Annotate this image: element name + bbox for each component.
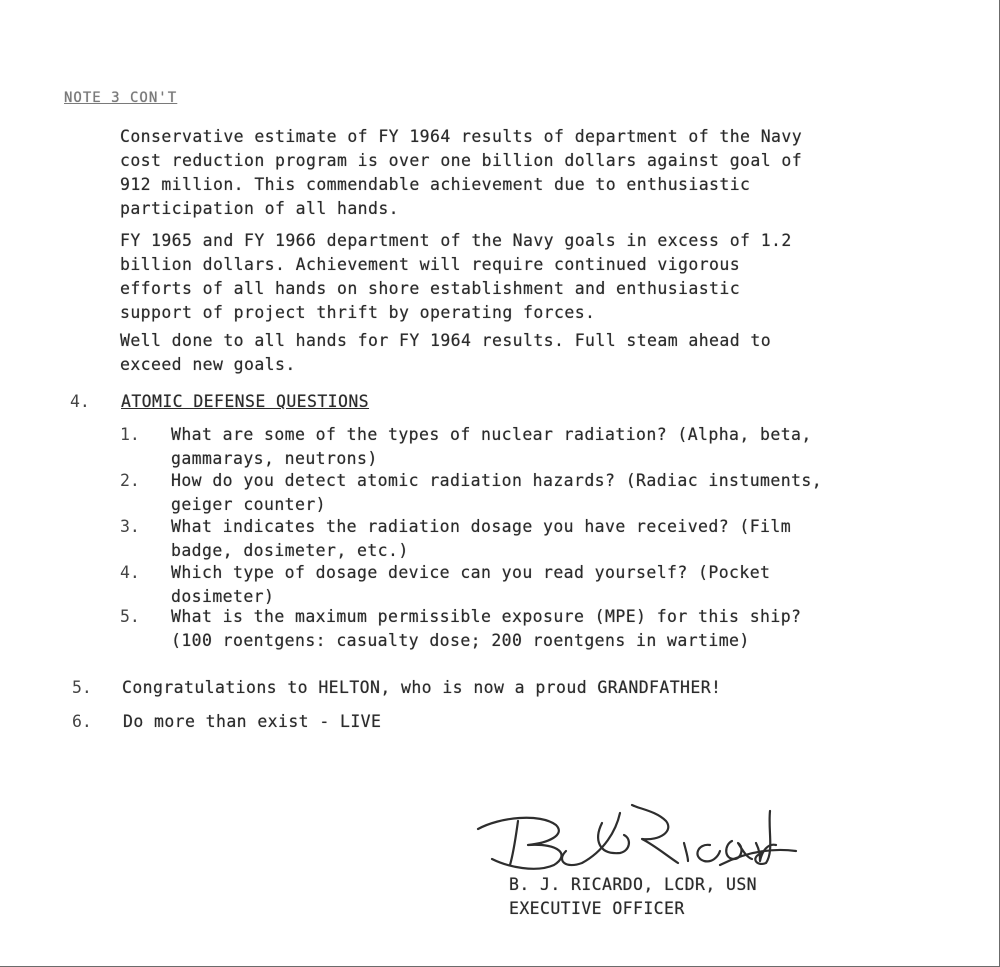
paragraph-well-done xyxy=(120,329,771,377)
question-line: What indicates the radiation dosage you have received? (Film xyxy=(171,517,792,536)
question-text xyxy=(171,469,822,517)
section-number: 4. xyxy=(70,392,90,411)
paragraph-future-goals xyxy=(120,229,792,325)
paragraph-line: exceed new goals. xyxy=(120,355,296,374)
question-line: dosimeter) xyxy=(171,587,275,606)
question-text xyxy=(171,605,801,653)
section-number: 5. xyxy=(72,678,92,697)
question-line: What are some of the types of nuclear radiation? (Alpha, beta, xyxy=(171,425,812,444)
question-text xyxy=(171,423,812,471)
question-line: Which type of dosage device can you read yourself? (Pocket xyxy=(171,563,771,582)
question-number: 3. xyxy=(120,517,140,536)
question-line: (100 roentgens: casualty dose; 200 roentgens in wartime) xyxy=(171,631,750,650)
paragraph-line: FY 1965 and FY 1966 department of the Navy goals in excess of 1.2 xyxy=(120,231,792,250)
page-header-note: NOTE 3 CON'T xyxy=(64,90,178,106)
question-line: gammarays, neutrons) xyxy=(171,449,378,468)
paragraph-line: Conservative estimate of FY 1964 results of department of the Navy xyxy=(120,127,803,146)
question-number: 4. xyxy=(120,563,140,582)
question-line: What is the maximum permissible exposure (MPE) for this ship? xyxy=(171,607,802,626)
paragraph-line: participation of all hands. xyxy=(120,199,400,218)
question-number: 1. xyxy=(120,425,140,444)
paragraph-line: support of project thrift by operating forces. xyxy=(120,303,596,322)
question-line: badge, dosimeter, etc.) xyxy=(171,541,409,560)
paragraph-line: Well done to all hands for FY 1964 results. Full steam ahead to xyxy=(120,331,772,350)
section-title: ATOMIC DEFENSE QUESTIONS xyxy=(121,392,370,411)
question-line: How do you detect atomic radiation hazards? (Radiac instuments, xyxy=(171,471,823,490)
paragraph-line: cost reduction program is over one billion dollars against goal of xyxy=(120,151,803,170)
paragraph-line: billion dollars. Achievement will require continued vigorous xyxy=(120,255,741,274)
question-number: 2. xyxy=(120,471,140,490)
question-text xyxy=(171,561,770,609)
question-text xyxy=(171,515,791,563)
question-line: geiger counter) xyxy=(171,495,327,514)
signatory-title: EXECUTIVE OFFICER xyxy=(509,899,685,918)
paragraph-cost-reduction xyxy=(120,125,802,221)
paragraph-line: efforts of all hands on shore establishment and enthusiastic xyxy=(120,279,741,298)
handwritten-signature xyxy=(470,795,800,875)
motto-text: Do more than exist - LIVE xyxy=(123,712,382,731)
question-number: 5. xyxy=(120,607,140,626)
congratulations-text: Congratulations to HELTON, who is now a proud GRANDFATHER! xyxy=(122,678,722,697)
signatory-name: B. J. RICARDO, LCDR, USN xyxy=(509,875,758,894)
paragraph-line: 912 million. This commendable achievement due to enthusiastic xyxy=(120,175,751,194)
section-number: 6. xyxy=(72,712,92,731)
